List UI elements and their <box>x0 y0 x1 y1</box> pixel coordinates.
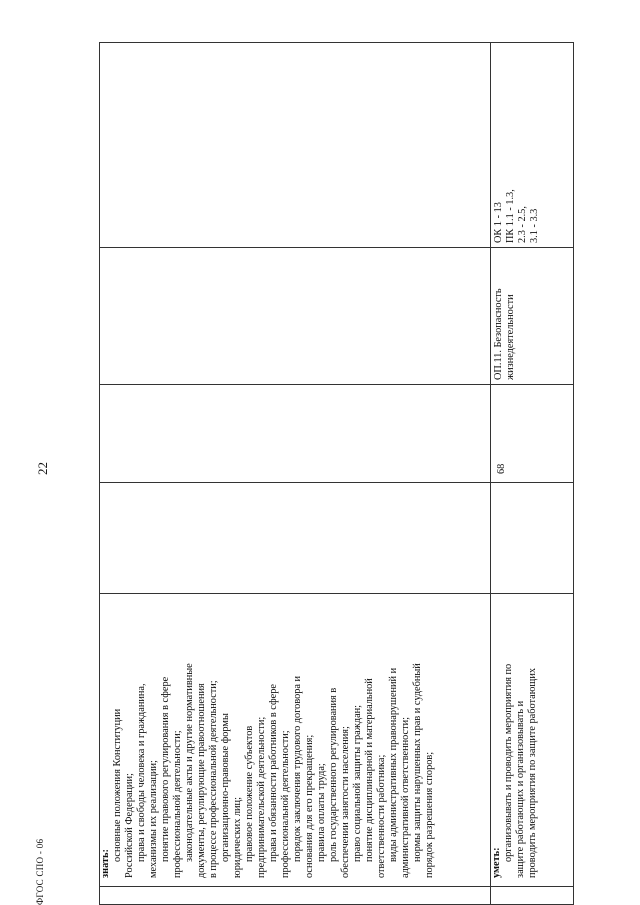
list-item <box>328 597 352 882</box>
list-item <box>352 597 364 882</box>
list-item-line: обеспечении занятости населения; <box>340 726 351 878</box>
competency-code: ПК 1.1 - 1.3, <box>505 189 516 243</box>
list-item <box>136 597 160 882</box>
footer-code: ФГОС СПО - 06 <box>35 838 45 905</box>
competency-code: 3.1 - 3.3 <box>529 208 540 243</box>
list-item <box>292 597 316 882</box>
rotated-page <box>35 43 600 905</box>
discipline-cell <box>491 248 574 385</box>
list-item <box>244 597 268 882</box>
page-number: 22 <box>35 462 50 475</box>
hours-value: 68 <box>496 463 507 474</box>
list-item-line: документы, регулирующие правоотношения <box>196 683 207 878</box>
index-cell <box>491 887 574 905</box>
list-item-line: юридических лиц; <box>232 797 243 878</box>
table-row <box>491 43 574 905</box>
skills-cell <box>491 594 574 887</box>
empty-cell <box>100 43 491 248</box>
list-item-line: защите работающих и организовывать и <box>515 700 526 878</box>
list-item-line: понятие дисциплинарной и материальной <box>364 678 375 862</box>
list-item-line: законодательные акты и другие нормативные <box>184 663 195 862</box>
list-item-line: механизмы их реализации; <box>148 760 159 878</box>
list-item <box>268 597 292 882</box>
empty-cell <box>100 385 491 483</box>
curriculum-table <box>99 42 574 905</box>
list-item <box>184 597 220 882</box>
list-item-line: правила оплаты труда; <box>316 763 327 862</box>
list-item-line: административной ответственности; <box>400 717 411 878</box>
list-item-line: порядок заключения трудового договора и <box>292 675 303 862</box>
list-item-line: правовое положение субъектов <box>244 725 255 862</box>
empty-cell <box>491 483 574 594</box>
list-item <box>412 597 436 882</box>
competency-code: ОК 1 - 13 <box>493 202 504 243</box>
list-item-line: нормы защиты нарушенных прав и судебный <box>412 663 423 862</box>
list-item-line: Российской Федерации; <box>124 773 135 878</box>
competency-code: 2.3 - 2.5, <box>517 206 528 243</box>
competencies-cell <box>491 43 574 248</box>
list-item <box>112 597 136 882</box>
list-item <box>503 597 539 882</box>
list-item <box>316 597 328 882</box>
list-item <box>364 597 388 882</box>
list-item-line: основные положения Конституции <box>112 708 123 862</box>
table-row <box>100 43 491 905</box>
empty-cell <box>100 483 491 594</box>
index-cell <box>100 887 491 905</box>
list-item-line: проводить мероприятия по защите работающих <box>527 668 538 878</box>
list-item-line: основания для его прекращения; <box>304 734 315 878</box>
list-item-line: ответственности работника; <box>376 754 387 878</box>
list-item-line: права и обязанности работников в сфере <box>268 684 279 862</box>
knowledge-list <box>112 597 436 882</box>
competencies-list <box>491 43 543 247</box>
list-item-line: права и свободы человека и гражданина, <box>136 683 147 862</box>
skills-heading: уметь: <box>491 847 502 878</box>
list-item-line: организовывать и проводить мероприятия по <box>503 663 514 862</box>
list-item <box>220 597 244 882</box>
list-item-line: организационно-правовые формы <box>220 713 231 862</box>
list-item-line: виды административных правонарушений и <box>388 667 399 862</box>
list-item-line: понятие правового регулирования в сфере <box>160 676 171 862</box>
list-item-line: профессиональной деятельности; <box>172 730 183 878</box>
list-item <box>388 597 412 882</box>
list-item-line: право социальной защиты граждан; <box>352 704 363 862</box>
list-item-line: предпринимательской деятельности; <box>256 716 267 878</box>
knowledge-heading: знать: <box>100 849 111 878</box>
list-item <box>160 597 184 882</box>
list-item-line: в процессе профессиональной деятельности; <box>208 680 219 878</box>
discipline-name: ОП.11. Безопасность жизнедеятельности <box>493 288 516 380</box>
list-item-line: роль государственного регулирования в <box>328 687 339 862</box>
hours-cell <box>491 385 574 483</box>
list-item-line: профессиональной деятельности; <box>280 730 291 878</box>
knowledge-cell <box>100 594 491 887</box>
list-item-line: порядок разрешения споров; <box>424 751 435 878</box>
skills-list <box>503 597 539 882</box>
empty-cell <box>100 248 491 385</box>
